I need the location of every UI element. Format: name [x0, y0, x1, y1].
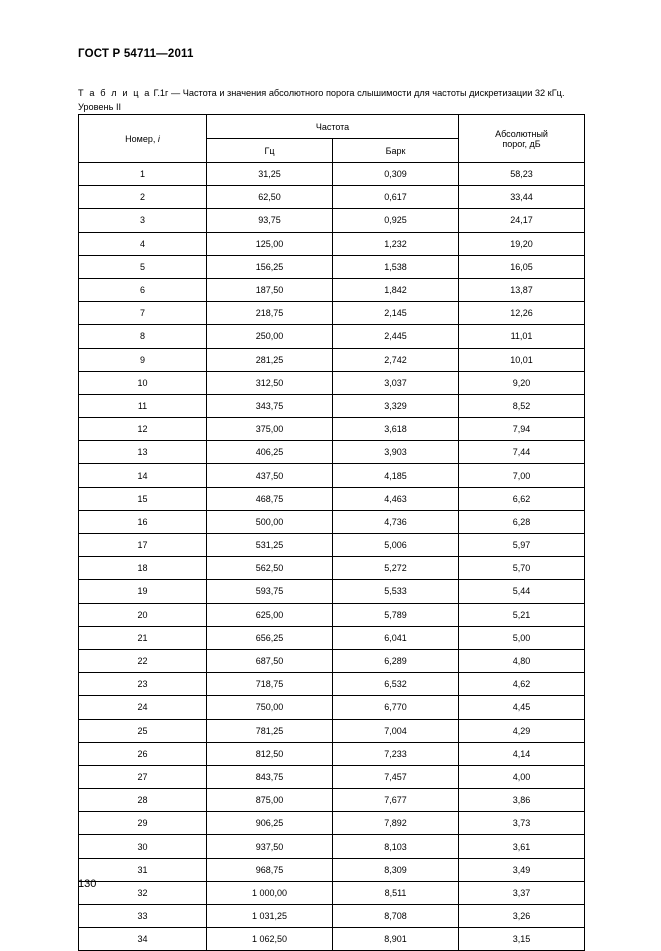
cell-bark: 0,309 — [333, 163, 459, 186]
cell-threshold: 19,20 — [459, 232, 585, 255]
cell-hz: 875,00 — [207, 789, 333, 812]
cell-threshold: 24,17 — [459, 209, 585, 232]
cell-hz: 937,50 — [207, 835, 333, 858]
table-caption — [78, 86, 590, 114]
cell-number: 25 — [79, 719, 207, 742]
cell-threshold: 5,97 — [459, 534, 585, 557]
table-row — [79, 394, 585, 417]
cell-hz: 31,25 — [207, 163, 333, 186]
cell-bark: 8,708 — [333, 905, 459, 928]
cell-number: 29 — [79, 812, 207, 835]
table-row — [79, 626, 585, 649]
cell-hz: 93,75 — [207, 209, 333, 232]
cell-threshold: 12,26 — [459, 302, 585, 325]
cell-hz: 843,75 — [207, 765, 333, 788]
cell-number: 21 — [79, 626, 207, 649]
cell-number: 7 — [79, 302, 207, 325]
cell-number: 6 — [79, 278, 207, 301]
cell-bark: 4,185 — [333, 464, 459, 487]
cell-bark: 0,925 — [333, 209, 459, 232]
table-row — [79, 186, 585, 209]
cell-number: 20 — [79, 603, 207, 626]
cell-number: 14 — [79, 464, 207, 487]
table-row — [79, 325, 585, 348]
table-row — [79, 719, 585, 742]
cell-bark: 5,789 — [333, 603, 459, 626]
column-header-number — [79, 115, 207, 163]
cell-hz: 406,25 — [207, 441, 333, 464]
table-row — [79, 278, 585, 301]
cell-threshold: 13,87 — [459, 278, 585, 301]
cell-bark: 8,309 — [333, 858, 459, 881]
cell-hz: 1 000,00 — [207, 881, 333, 904]
column-header-threshold-line1: Абсолютный — [495, 128, 548, 139]
cell-number: 34 — [79, 928, 207, 951]
cell-bark: 4,463 — [333, 487, 459, 510]
table-caption-text: — Частота и значения абсолютного порога слышимости для частоты дискретизации 32 кГц. Уровень II — [78, 88, 565, 112]
table-header — [79, 115, 585, 163]
cell-bark: 3,329 — [333, 394, 459, 417]
cell-number: 2 — [79, 186, 207, 209]
page-number: 130 — [78, 878, 97, 890]
cell-threshold: 3,61 — [459, 835, 585, 858]
cell-hz: 718,75 — [207, 673, 333, 696]
cell-bark: 5,272 — [333, 557, 459, 580]
table-row — [79, 232, 585, 255]
cell-hz: 968,75 — [207, 858, 333, 881]
cell-hz: 562,50 — [207, 557, 333, 580]
cell-hz: 812,50 — [207, 742, 333, 765]
cell-number: 32 — [79, 881, 207, 904]
table-caption-label: Г.1г — [153, 88, 169, 98]
cell-bark: 3,037 — [333, 371, 459, 394]
cell-number: 15 — [79, 487, 207, 510]
cell-hz: 250,00 — [207, 325, 333, 348]
table-row — [79, 418, 585, 441]
cell-threshold: 6,28 — [459, 510, 585, 533]
cell-number: 18 — [79, 557, 207, 580]
table-row — [79, 163, 585, 186]
cell-hz: 281,25 — [207, 348, 333, 371]
cell-bark: 7,004 — [333, 719, 459, 742]
table-row — [79, 696, 585, 719]
cell-bark: 5,533 — [333, 580, 459, 603]
cell-hz: 593,75 — [207, 580, 333, 603]
column-header-number-label: Номер, — [125, 133, 156, 144]
cell-hz: 187,50 — [207, 278, 333, 301]
cell-bark: 3,903 — [333, 441, 459, 464]
cell-bark: 6,770 — [333, 696, 459, 719]
cell-threshold: 7,00 — [459, 464, 585, 487]
table-row — [79, 905, 585, 928]
cell-bark: 8,103 — [333, 835, 459, 858]
column-header-frequency: Частота — [207, 115, 459, 139]
cell-threshold: 5,44 — [459, 580, 585, 603]
table-row — [79, 255, 585, 278]
cell-threshold: 10,01 — [459, 348, 585, 371]
cell-hz: 437,50 — [207, 464, 333, 487]
table-row — [79, 928, 585, 951]
standard-number-header: ГОСТ Р 54711—2011 — [78, 48, 194, 60]
table-row — [79, 441, 585, 464]
table-row — [79, 580, 585, 603]
table-row — [79, 557, 585, 580]
cell-number: 4 — [79, 232, 207, 255]
cell-number: 3 — [79, 209, 207, 232]
cell-bark: 7,892 — [333, 812, 459, 835]
cell-threshold: 7,44 — [459, 441, 585, 464]
cell-number: 22 — [79, 649, 207, 672]
cell-threshold: 58,23 — [459, 163, 585, 186]
table-row — [79, 510, 585, 533]
cell-bark: 3,618 — [333, 418, 459, 441]
table-caption-prefix: Т а б л и ц а — [78, 88, 151, 98]
cell-hz: 62,50 — [207, 186, 333, 209]
cell-hz: 125,00 — [207, 232, 333, 255]
cell-number: 17 — [79, 534, 207, 557]
cell-threshold: 33,44 — [459, 186, 585, 209]
cell-threshold: 5,70 — [459, 557, 585, 580]
cell-threshold: 5,00 — [459, 626, 585, 649]
table-row — [79, 881, 585, 904]
column-header-bark: Барк — [333, 139, 459, 163]
cell-hz: 312,50 — [207, 371, 333, 394]
cell-bark: 1,842 — [333, 278, 459, 301]
cell-bark: 6,532 — [333, 673, 459, 696]
cell-hz: 156,25 — [207, 255, 333, 278]
cell-threshold: 3,26 — [459, 905, 585, 928]
cell-bark: 4,736 — [333, 510, 459, 533]
cell-number: 11 — [79, 394, 207, 417]
table-row — [79, 673, 585, 696]
threshold-table — [78, 114, 585, 951]
cell-threshold: 3,37 — [459, 881, 585, 904]
cell-number: 30 — [79, 835, 207, 858]
cell-number: 10 — [79, 371, 207, 394]
table-row — [79, 789, 585, 812]
column-header-threshold-line2: порог, дБ — [502, 138, 541, 149]
cell-bark: 7,233 — [333, 742, 459, 765]
cell-threshold: 4,29 — [459, 719, 585, 742]
column-header-number-symbol: i — [157, 133, 160, 144]
cell-number: 26 — [79, 742, 207, 765]
table-row — [79, 765, 585, 788]
cell-hz: 1 031,25 — [207, 905, 333, 928]
cell-threshold: 4,45 — [459, 696, 585, 719]
cell-hz: 750,00 — [207, 696, 333, 719]
table-row — [79, 464, 585, 487]
cell-number: 16 — [79, 510, 207, 533]
cell-threshold: 9,20 — [459, 371, 585, 394]
cell-bark: 7,457 — [333, 765, 459, 788]
table-row — [79, 348, 585, 371]
cell-threshold: 11,01 — [459, 325, 585, 348]
table-header-row-1 — [79, 115, 585, 139]
cell-threshold: 4,80 — [459, 649, 585, 672]
cell-number: 31 — [79, 858, 207, 881]
cell-bark: 6,041 — [333, 626, 459, 649]
cell-bark: 2,742 — [333, 348, 459, 371]
cell-number: 24 — [79, 696, 207, 719]
cell-number: 1 — [79, 163, 207, 186]
cell-number: 8 — [79, 325, 207, 348]
cell-hz: 687,50 — [207, 649, 333, 672]
table-row — [79, 742, 585, 765]
cell-number: 5 — [79, 255, 207, 278]
cell-number: 28 — [79, 789, 207, 812]
cell-bark: 2,145 — [333, 302, 459, 325]
cell-bark: 1,538 — [333, 255, 459, 278]
cell-number: 19 — [79, 580, 207, 603]
cell-number: 27 — [79, 765, 207, 788]
cell-threshold: 7,94 — [459, 418, 585, 441]
cell-threshold: 6,62 — [459, 487, 585, 510]
cell-threshold: 3,86 — [459, 789, 585, 812]
cell-threshold: 4,14 — [459, 742, 585, 765]
cell-threshold: 16,05 — [459, 255, 585, 278]
cell-hz: 531,25 — [207, 534, 333, 557]
cell-hz: 500,00 — [207, 510, 333, 533]
table-body — [79, 163, 585, 951]
table-row — [79, 487, 585, 510]
table-row — [79, 858, 585, 881]
table-row — [79, 209, 585, 232]
cell-hz: 906,25 — [207, 812, 333, 835]
table-row — [79, 302, 585, 325]
cell-hz: 343,75 — [207, 394, 333, 417]
cell-threshold: 4,62 — [459, 673, 585, 696]
cell-hz: 625,00 — [207, 603, 333, 626]
table-row — [79, 534, 585, 557]
cell-hz: 781,25 — [207, 719, 333, 742]
cell-bark: 8,901 — [333, 928, 459, 951]
cell-bark: 6,289 — [333, 649, 459, 672]
table-row — [79, 649, 585, 672]
cell-number: 23 — [79, 673, 207, 696]
cell-hz: 656,25 — [207, 626, 333, 649]
cell-threshold: 8,52 — [459, 394, 585, 417]
cell-bark: 8,511 — [333, 881, 459, 904]
cell-threshold: 3,15 — [459, 928, 585, 951]
cell-hz: 375,00 — [207, 418, 333, 441]
cell-bark: 2,445 — [333, 325, 459, 348]
cell-threshold: 3,49 — [459, 858, 585, 881]
table-row — [79, 812, 585, 835]
cell-hz: 468,75 — [207, 487, 333, 510]
cell-number: 13 — [79, 441, 207, 464]
cell-number: 9 — [79, 348, 207, 371]
cell-hz: 1 062,50 — [207, 928, 333, 951]
cell-hz: 218,75 — [207, 302, 333, 325]
column-header-hz: Гц — [207, 139, 333, 163]
cell-threshold: 4,00 — [459, 765, 585, 788]
column-header-threshold — [459, 115, 585, 163]
cell-threshold: 5,21 — [459, 603, 585, 626]
cell-number: 12 — [79, 418, 207, 441]
cell-number: 33 — [79, 905, 207, 928]
table-row — [79, 371, 585, 394]
cell-bark: 5,006 — [333, 534, 459, 557]
table-row — [79, 603, 585, 626]
cell-bark: 1,232 — [333, 232, 459, 255]
table-row — [79, 835, 585, 858]
cell-bark: 7,677 — [333, 789, 459, 812]
cell-threshold: 3,73 — [459, 812, 585, 835]
cell-bark: 0,617 — [333, 186, 459, 209]
